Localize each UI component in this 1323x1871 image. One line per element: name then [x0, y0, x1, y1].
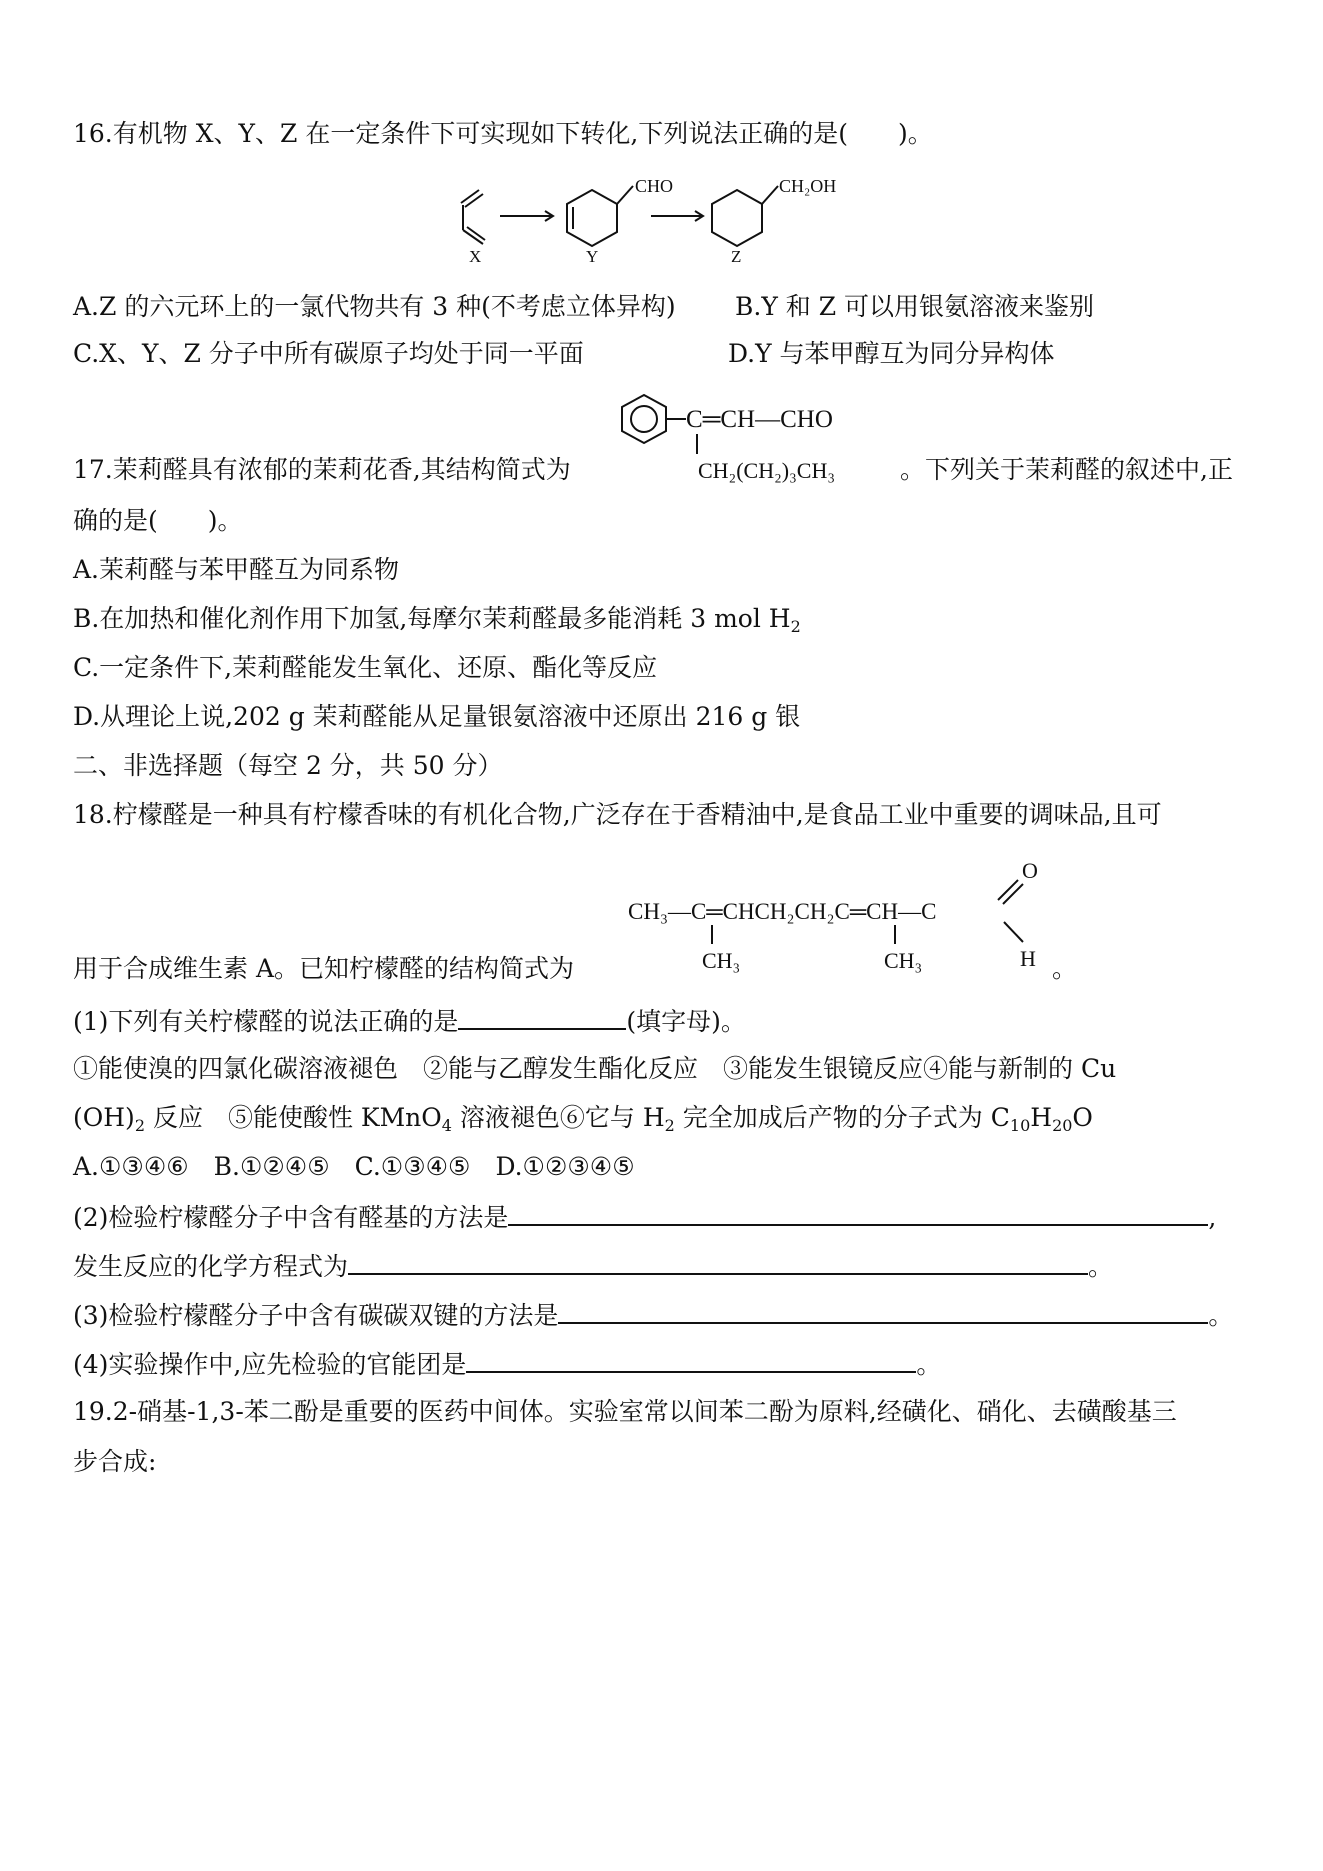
label-ch2oh: CH₂OH — [779, 176, 837, 196]
citral-hydrogen: H — [1020, 946, 1036, 971]
q18-part2-line2: 发生反应的化学方程式为 。 — [73, 1249, 1113, 1283]
label-x: X — [469, 247, 482, 266]
q18-choices: A.①③④⑥ B.①②④⑤ C.①③④⑤ D.①②③④⑤ — [73, 1152, 635, 1181]
q17-option-c: C.一定条件下,茉莉醛能发生氧化、还原、酯化等反应 — [73, 653, 658, 682]
structure-top-chain: C═CH—CHO — [686, 406, 833, 433]
citral-ch3-left: CH₃ — [702, 948, 741, 973]
cyclohexane-structure — [712, 186, 778, 246]
arrow-2 — [651, 211, 703, 221]
structure-side-chain: CH₂(CH₂)₃CH₃ — [698, 458, 836, 483]
answer-blank-1[interactable] — [458, 1004, 626, 1030]
label-cho: CHO — [635, 176, 674, 196]
q18-part2: (2)检验柠檬醛分子中含有醛基的方法是 , — [73, 1200, 1216, 1234]
q17-stem-end: 。下列关于茉莉醛的叙述中,正 — [900, 455, 1233, 484]
label-z: Z — [731, 247, 742, 266]
answer-blank-2[interactable] — [508, 1200, 1208, 1226]
q18-stem-end: 。 — [1052, 954, 1078, 983]
q16-reaction-scheme — [455, 172, 885, 272]
q18-part4: (4)实验操作中,应先检验的官能团是 。 — [73, 1347, 941, 1381]
q17-option-d: D.从理论上说,202 g 茉莉醛能从足量银氨溶液中还原出 216 g 银 — [73, 702, 801, 731]
q18-stem-line2: 用于合成维生素 A。已知柠檬醛的结构简式为 — [73, 954, 575, 983]
q18-items-line2: $(OH)_2$ 反应 ⑤能使酸性 KMnO$_4$ 溶液褪色⑥它与 $H_2$ 完全加成后产物的分子式为 $C_{10}H_{20}O$ — [73, 1103, 1093, 1135]
label-y: Y — [586, 247, 599, 266]
citral-structure — [628, 850, 1058, 980]
q16-stem: 16.有机物 X、Y、Z 在一定条件下可实现如下转化,下列说法正确的是( )。 — [73, 119, 933, 148]
citral-oxygen: O — [1022, 858, 1038, 883]
q16-option-d: D.Y 与苯甲醇互为同分异构体 — [728, 339, 1055, 368]
q16-option-a: A.Z 的六元环上的一氯代物共有 3 种(不考虑立体异构) — [73, 292, 676, 321]
q18-part1: (1)下列有关柠檬醛的说法正确的是 (填字母)。 — [73, 1004, 746, 1038]
q17-option-a: A.茉莉醛与苯甲醛互为同系物 — [73, 555, 400, 584]
q18-part3: (3)检验柠檬醛分子中含有碳碳双键的方法是 。 — [73, 1298, 1233, 1332]
arrow-1 — [500, 211, 553, 221]
butadiene-structure — [461, 190, 485, 244]
q16-option-b: B.Y 和 Z 可以用银氨溶液来鉴别 — [735, 292, 1095, 321]
benzene-ring — [622, 395, 666, 443]
q18-items-line1: ①能使溴的四氯化碳溶液褪色 ②能与乙醇发生酯化反应 ③能发生银镜反应④能与新制的 Cu — [73, 1054, 1117, 1083]
jasminaldehyde-structure — [618, 390, 898, 490]
answer-blank-5[interactable] — [466, 1347, 916, 1373]
citral-ch3-right: CH₃ — [884, 948, 923, 973]
citral-main-chain: CH₃—C═CHCH₂CH₂C═CH—C — [628, 899, 937, 924]
q18-stem-line1: 18.柠檬醛是一种具有柠檬香味的有机化合物,广泛存在于香精油中,是食品工业中重要的调味品,且可 — [73, 800, 1162, 829]
q19-line1: 19.2-硝基-1,3-苯二酚是重要的医药中间体。实验室常以间苯二酚为原料,经磺化、硝化、去磺酸基三 — [73, 1397, 1177, 1426]
q16-option-c: C.X、Y、Z 分子中所有碳原子均处于同一平面 — [73, 339, 584, 368]
answer-blank-3[interactable] — [348, 1249, 1088, 1275]
q17-option-b: B.在加热和催化剂作用下加氢,每摩尔茉莉醛最多能消耗 3 mol $H_2$ — [73, 604, 801, 636]
cyclohexene-structure — [567, 186, 633, 246]
section-heading: 二、非选择题（每空 2 分，共 50 分） — [73, 751, 503, 780]
answer-blank-4[interactable] — [558, 1298, 1208, 1324]
q17-stem-line2: 确的是( )。 — [73, 506, 243, 535]
q19-line2: 步合成: — [73, 1447, 157, 1476]
q17-stem-start: 17.茉莉醛具有浓郁的茉莉花香,其结构简式为 — [73, 455, 571, 484]
